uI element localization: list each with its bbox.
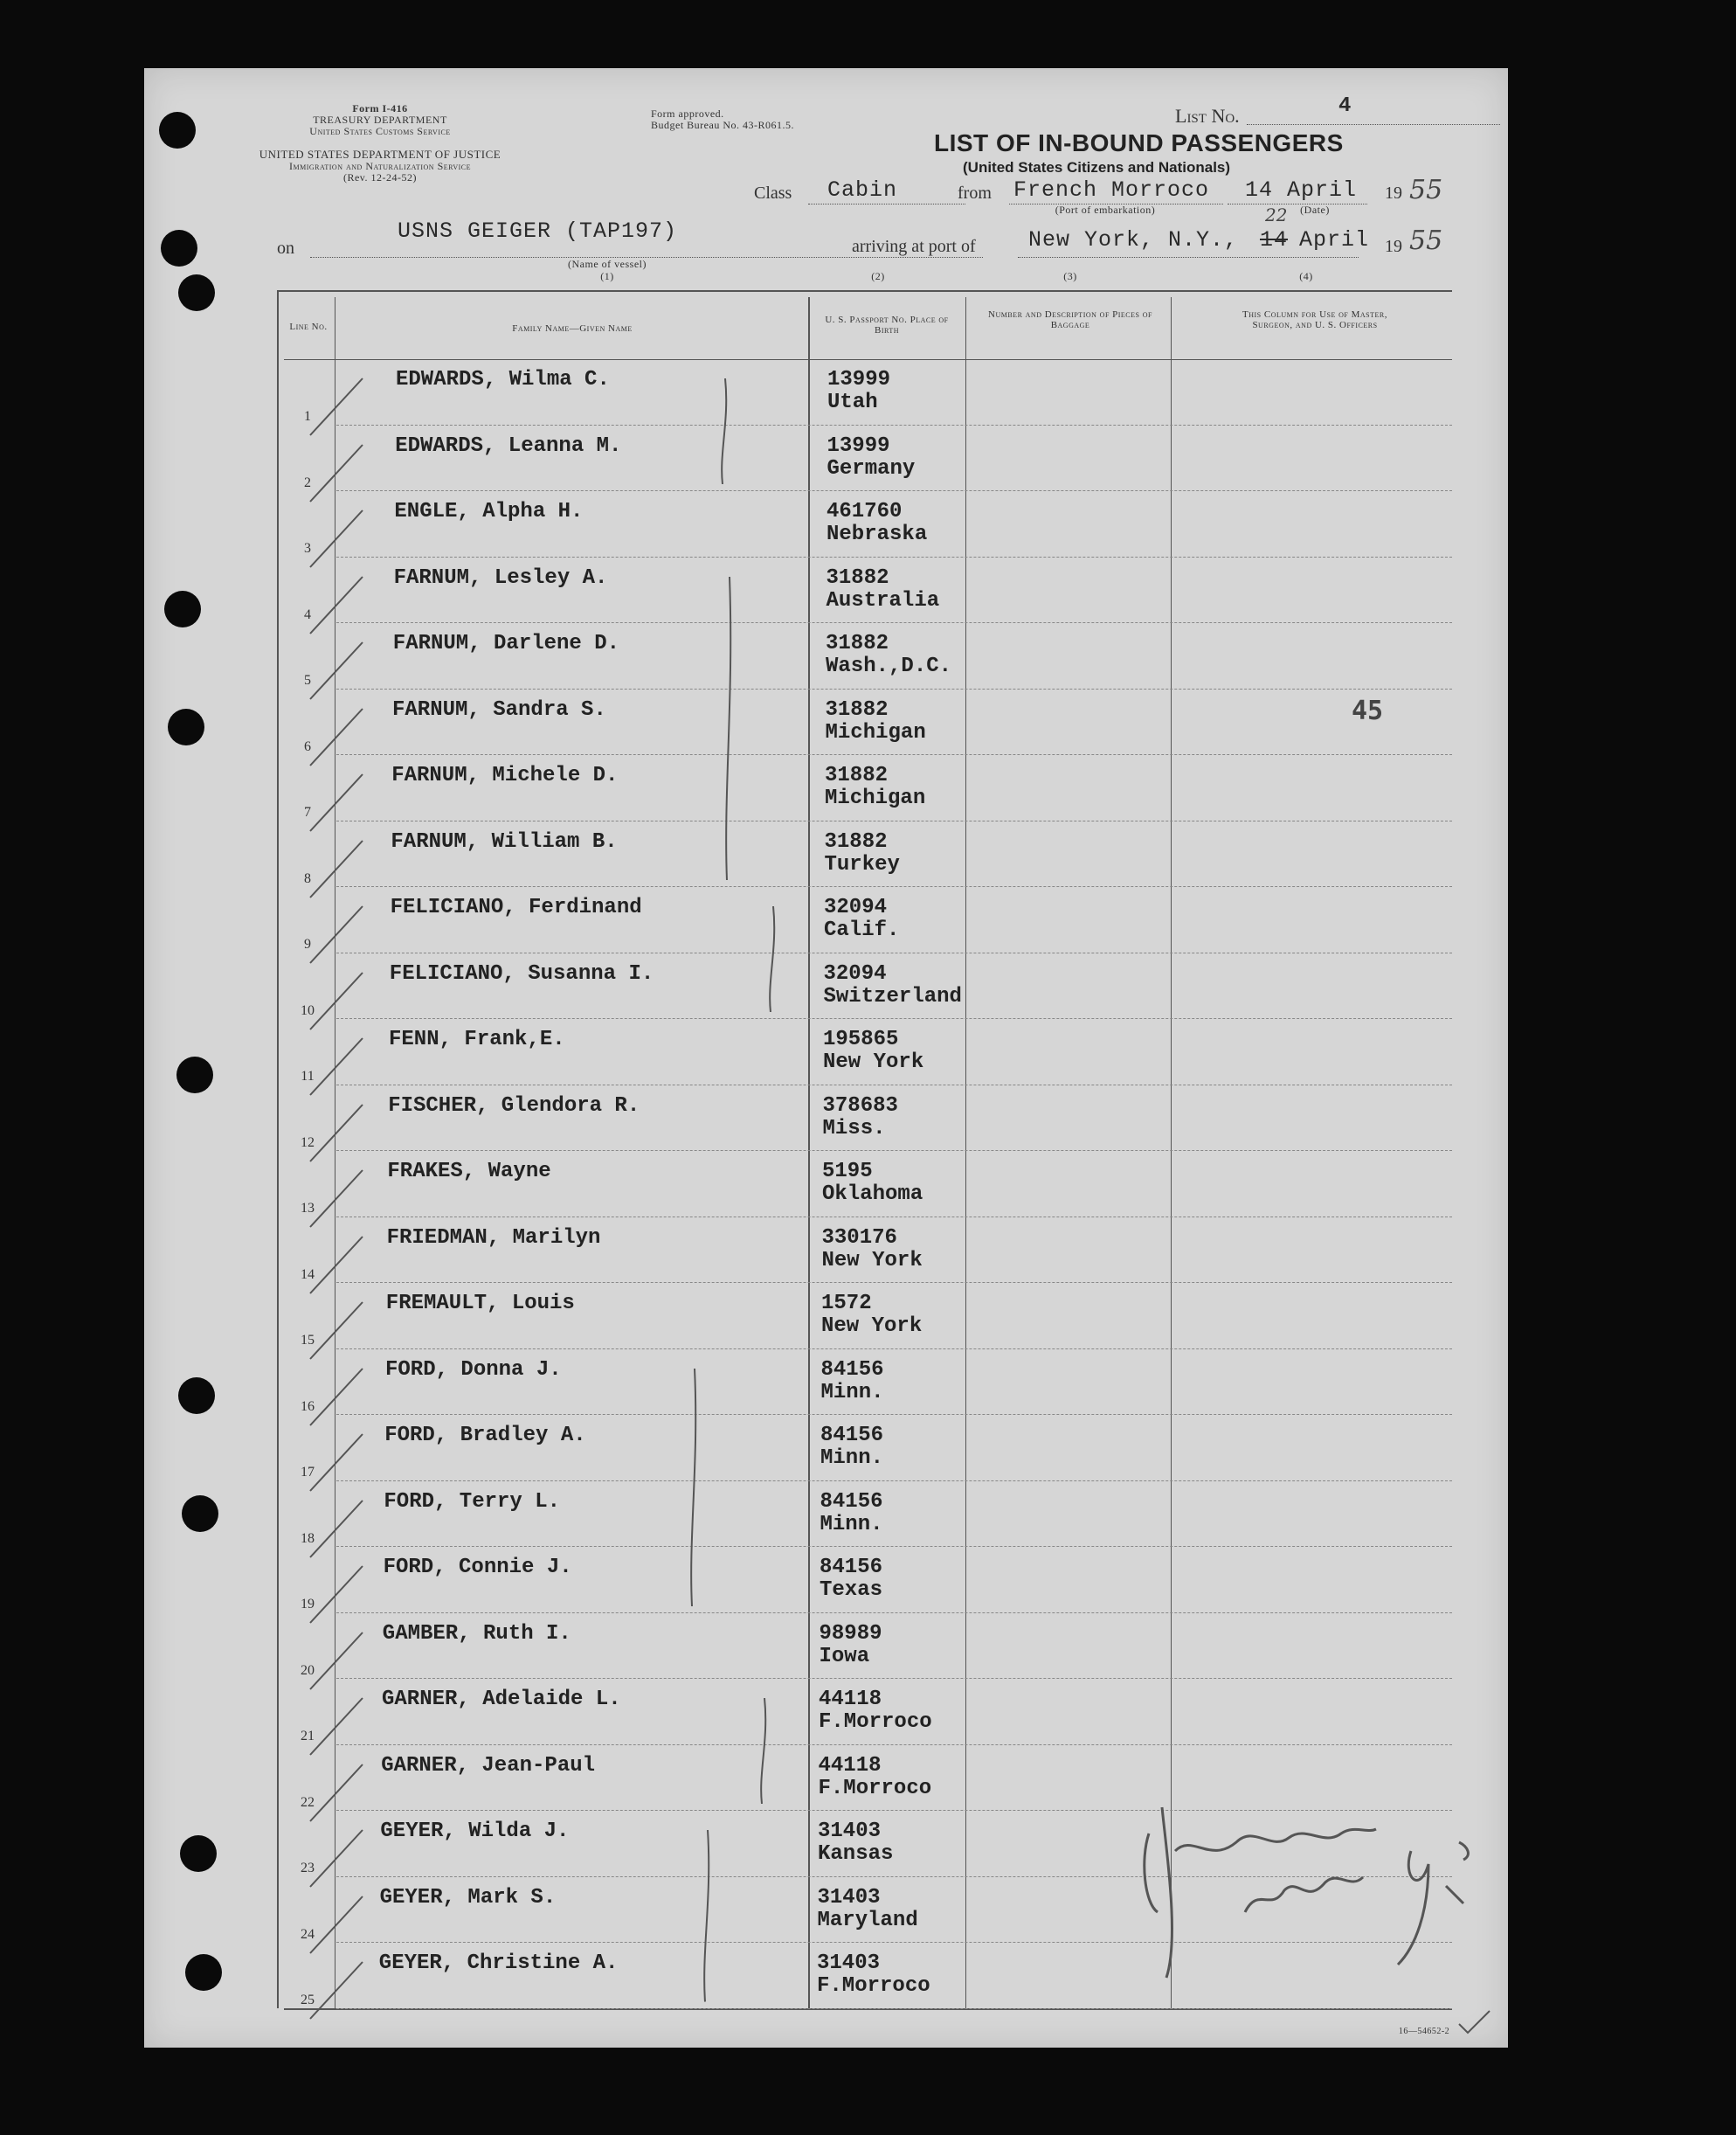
- place-of-birth: F.Morroco: [817, 1974, 930, 1998]
- class-value: Cabin: [827, 177, 898, 203]
- row-separator: [336, 1084, 1452, 1085]
- place-of-birth: Utah: [827, 391, 878, 414]
- passport-number: 44118: [818, 1753, 882, 1778]
- row-separator: [336, 621, 1452, 623]
- justice-label: UNITED STATES DEPARTMENT OF JUSTICE: [259, 148, 501, 161]
- passport-number: 31882: [825, 697, 889, 722]
- passenger-name: FORD, Bradley A.: [384, 1424, 586, 1447]
- check-mark-icon: [301, 1892, 371, 1962]
- line-number: 21: [301, 1729, 315, 1743]
- passport-number: 84156: [820, 1556, 883, 1579]
- line-number: 14: [301, 1266, 315, 1282]
- family-bracket-mark: [712, 378, 738, 484]
- vessel-col-number: (1): [600, 270, 614, 282]
- arrival-year: 55: [1409, 225, 1443, 256]
- row-separator: [336, 820, 1452, 821]
- passport-number: 5195: [822, 1160, 873, 1183]
- check-mark-icon: [301, 1364, 371, 1434]
- line-number: 1: [304, 409, 311, 424]
- passenger-name: GARNER, Jean-Paul: [381, 1753, 596, 1778]
- embarkation-date: 14 April: [1245, 177, 1358, 203]
- line-number: 4: [304, 607, 311, 622]
- line-number: 13: [301, 1201, 315, 1216]
- place-of-birth: Calif.: [824, 918, 900, 942]
- passport-number: 31882: [826, 565, 889, 590]
- passenger-name: FELICIANO, Ferdinand: [390, 896, 642, 919]
- passenger-name: FISCHER, Glendora R.: [388, 1093, 640, 1118]
- passport-number: 330176: [821, 1225, 897, 1250]
- embarkation-year: 55: [1409, 175, 1443, 205]
- margin-number: 45: [1352, 696, 1384, 726]
- row-separator: [336, 688, 1452, 690]
- passport-number: 31882: [826, 632, 889, 655]
- row-separator: [336, 424, 1452, 426]
- ins-label: Immigration and Naturalization Service: [288, 160, 471, 172]
- line-number: 25: [301, 1993, 315, 2007]
- line-number: 6: [304, 738, 311, 754]
- embarkation-port: French Morroco: [1013, 177, 1210, 203]
- place-of-birth: Turkey: [824, 852, 900, 877]
- binder-hole: [182, 1495, 218, 1532]
- place-of-birth: Michigan: [825, 787, 926, 810]
- line-number: 16: [301, 1398, 315, 1414]
- passport-number: 378683: [822, 1093, 898, 1118]
- passport-number: 84156: [820, 1424, 884, 1447]
- line-number: 2: [304, 475, 311, 490]
- from-label: from: [958, 184, 992, 203]
- line-number: 10: [301, 1002, 315, 1018]
- line-number: 20: [301, 1662, 315, 1678]
- place-of-birth: New York: [821, 1248, 923, 1272]
- check-mark-icon: [301, 1232, 371, 1302]
- row-separator: [336, 1612, 1452, 1613]
- col-head-line-no: Line No.: [289, 322, 328, 332]
- year-prefix: 19: [1385, 184, 1402, 203]
- passport-number: 32094: [823, 961, 887, 986]
- line-number: 7: [304, 805, 311, 820]
- binder-hole: [168, 709, 204, 745]
- family-bracket-mark: [716, 577, 743, 881]
- arrival-year-prefix: 19: [1385, 237, 1402, 256]
- passport-number: 84156: [820, 1357, 884, 1382]
- class-label: Class: [754, 184, 792, 203]
- arrival-line: [1018, 257, 1359, 258]
- col4-number: (4): [1299, 270, 1313, 282]
- binder-hole: [178, 1377, 215, 1414]
- place-of-birth: Australia: [826, 588, 940, 613]
- binder-hole: [159, 112, 196, 149]
- form-number: Form I-416: [352, 102, 408, 114]
- check-mark-icon: [301, 1298, 371, 1368]
- check-mark-icon: [301, 1166, 371, 1236]
- family-bracket-mark: [681, 1369, 708, 1606]
- row-separator: [336, 952, 1452, 953]
- officer-signature: [1114, 1781, 1498, 2000]
- place-of-birth: Miss.: [822, 1116, 886, 1140]
- passenger-name: EDWARDS, Wilma C.: [396, 368, 610, 392]
- line-number: 3: [304, 541, 311, 556]
- check-mark-icon: [301, 1034, 371, 1104]
- row-separator: [336, 885, 1452, 887]
- check-mark-icon: [301, 1760, 371, 1830]
- baggage-col-divider: [1171, 297, 1172, 2008]
- line-number: 12: [301, 1134, 315, 1150]
- place-of-birth: F.Morroco: [818, 1776, 932, 1800]
- row-separator: [336, 1677, 1452, 1679]
- check-mark-icon: [301, 836, 371, 906]
- col2-number: (2): [871, 270, 885, 282]
- place-of-birth: Kansas: [818, 1842, 894, 1866]
- date-caption: (Date): [1300, 204, 1330, 216]
- passenger-name: GEYER, Mark S.: [379, 1885, 557, 1910]
- binder-hole: [176, 1057, 213, 1093]
- arrival-date-struck: 14: [1260, 227, 1289, 253]
- binder-hole: [164, 591, 201, 627]
- document-sheet: [144, 68, 1508, 2048]
- row-separator: [336, 2007, 1452, 2009]
- col-head-family-name: Family Name—Given Name: [512, 323, 633, 334]
- place-of-birth: Iowa: [819, 1644, 870, 1668]
- passenger-name: FRIEDMAN, Marilyn: [386, 1225, 601, 1250]
- row-separator: [336, 1545, 1452, 1547]
- check-mark-icon: [301, 374, 371, 444]
- list-no-value: 4: [1338, 94, 1352, 118]
- line-number: 24: [301, 1926, 315, 1942]
- row-separator: [336, 1281, 1452, 1283]
- check-mark-icon: [301, 902, 371, 972]
- place-of-birth: New York: [821, 1314, 923, 1338]
- line-number: 9: [304, 937, 311, 952]
- passenger-name: EDWARDS, Leanna M.: [395, 433, 622, 458]
- binder-hole: [161, 230, 197, 267]
- passenger-name: FREMAULT, Louis: [385, 1292, 575, 1315]
- passenger-name: FORD, Terry L.: [384, 1489, 561, 1514]
- line-number: 11: [301, 1069, 315, 1084]
- check-mark-icon: [301, 704, 371, 774]
- col-head-baggage: Number and Description of Pieces of Baggage: [988, 309, 1152, 330]
- place-of-birth: Minn.: [820, 1512, 883, 1536]
- passenger-name: GEYER, Wilda J.: [380, 1820, 570, 1843]
- table-top-border: [277, 290, 1452, 292]
- row-separator: [336, 489, 1452, 491]
- place-of-birth: New York: [823, 1050, 924, 1074]
- check-mark-icon: [301, 1562, 371, 1632]
- passenger-name: FRAKES, Wayne: [387, 1160, 551, 1183]
- row-separator: [336, 1413, 1452, 1415]
- passport-number: 1572: [821, 1292, 872, 1315]
- passport-number: 31403: [817, 1885, 881, 1910]
- passport-number: 44118: [819, 1688, 882, 1711]
- family-bracket-mark: [695, 1830, 721, 2002]
- binder-hole: [185, 1954, 222, 1991]
- vessel-line: [310, 257, 983, 258]
- passport-col-divider: [965, 297, 966, 2008]
- check-mark-icon: [301, 506, 371, 576]
- check-mark-icon: [301, 1430, 371, 1500]
- family-bracket-mark: [751, 1698, 778, 1804]
- vessel-caption: (Name of vessel): [568, 258, 647, 270]
- passenger-name: GAMBER, Ruth I.: [382, 1621, 571, 1646]
- passenger-name: FARNUM, Darlene D.: [392, 632, 620, 655]
- passenger-name: FELICIANO, Susanna I.: [389, 961, 654, 986]
- row-separator: [336, 1216, 1452, 1217]
- place-of-birth: F.Morroco: [819, 1710, 932, 1734]
- document-title: LIST OF IN-BOUND PASSENGERS: [934, 129, 1344, 156]
- passenger-name: GEYER, Christine A.: [378, 1951, 619, 1975]
- line-number: 22: [301, 1794, 315, 1810]
- passenger-name: FARNUM, William B.: [391, 829, 618, 854]
- passport-number: 195865: [823, 1028, 899, 1051]
- place-of-birth: Germany: [827, 456, 916, 481]
- port-embark-caption: (Port of embarkation): [1055, 204, 1156, 216]
- passport-number: 98989: [819, 1621, 882, 1646]
- passenger-name: GARNER, Adelaide L.: [382, 1688, 621, 1711]
- document-subtitle: (United States Citizens and Nationals): [963, 159, 1231, 176]
- passport-number: 32094: [824, 896, 888, 919]
- passport-number: 13999: [827, 368, 891, 392]
- customs-label: United States Customs Service: [309, 125, 451, 137]
- table-header-border: [284, 359, 1452, 360]
- line-number: 19: [301, 1597, 315, 1612]
- check-mark-icon: [301, 1694, 371, 1764]
- row-separator: [336, 1017, 1452, 1019]
- vessel-name: USNS GEIGER (TAP197): [398, 218, 678, 244]
- check-mark-icon: [301, 1628, 371, 1698]
- arrival-month: April: [1299, 227, 1370, 253]
- name-col-divider: [808, 297, 810, 2008]
- line-number: 18: [301, 1530, 315, 1546]
- check-mark-icon: [301, 968, 371, 1038]
- passenger-name: FARNUM, Michele D.: [391, 764, 619, 787]
- check-mark-icon: [301, 638, 371, 708]
- line-number: 8: [304, 870, 311, 886]
- place-of-birth: Nebraska: [827, 523, 928, 546]
- place-of-birth: Minn.: [820, 1380, 884, 1404]
- line-number: 17: [301, 1465, 315, 1480]
- col-head-passport: U. S. Passport No. Place of Birth: [825, 315, 949, 336]
- place-of-birth: Wash.,D.C.: [826, 655, 952, 678]
- row-separator: [336, 1348, 1452, 1349]
- col3-number: (3): [1063, 270, 1077, 282]
- place-of-birth: Texas: [820, 1578, 883, 1602]
- list-no-line: [1247, 124, 1500, 125]
- row-separator: [336, 1743, 1452, 1745]
- passport-number: 31882: [825, 764, 889, 787]
- binder-hole: [180, 1835, 217, 1872]
- line-number: 5: [304, 673, 311, 688]
- col-head-master: This Column for Use of Master, Surgeon, and U. S. Officers: [1242, 309, 1387, 330]
- passenger-name: FARNUM, Sandra S.: [392, 697, 606, 722]
- passenger-name: FARNUM, Lesley A.: [393, 565, 608, 590]
- passport-number: 461760: [827, 500, 903, 523]
- list-no-label: List No.: [1175, 105, 1240, 127]
- check-mark-icon: [301, 440, 371, 510]
- row-separator: [336, 1480, 1452, 1481]
- row-separator: [336, 556, 1452, 558]
- passport-number: 31403: [818, 1820, 882, 1843]
- place-of-birth: Oklahoma: [822, 1182, 923, 1206]
- on-label: on: [277, 239, 294, 258]
- place-of-birth: Michigan: [825, 720, 926, 745]
- place-of-birth: Minn.: [820, 1446, 884, 1470]
- passport-number: 31882: [824, 829, 888, 854]
- passenger-name: FENN, Frank,E.: [389, 1028, 565, 1051]
- family-bracket-mark: [760, 906, 786, 1012]
- passenger-name: FORD, Connie J.: [383, 1556, 572, 1579]
- line-number: 15: [301, 1333, 315, 1348]
- line-number: 23: [301, 1861, 315, 1875]
- check-mark-icon: [301, 572, 371, 642]
- table-left-border: [277, 290, 279, 2008]
- treasury-label: TREASURY DEPARTMENT: [313, 114, 447, 126]
- passport-number: 84156: [820, 1489, 883, 1514]
- row-separator: [336, 1149, 1452, 1151]
- footer-code: 16—54652-2: [1398, 2027, 1450, 2036]
- arriving-label: arriving at port of: [852, 237, 976, 256]
- row-separator: [336, 753, 1452, 755]
- check-mark-icon: [301, 1496, 371, 1566]
- form-approved: Form approved.: [651, 107, 724, 120]
- check-mark-icon: [301, 1100, 371, 1170]
- arrival-date-correction: 22: [1265, 204, 1288, 225]
- binder-hole: [178, 274, 215, 311]
- passenger-name: ENGLE, Alpha H.: [394, 500, 584, 523]
- check-mark-icon: [301, 1958, 371, 2028]
- passport-number: 31403: [817, 1951, 881, 1975]
- place-of-birth: Switzerland: [823, 984, 962, 1009]
- passenger-name: FORD, Donna J.: [385, 1357, 562, 1382]
- budget-bureau: Budget Bureau No. 43-R061.5.: [651, 119, 794, 131]
- arrival-port: New York, N.Y.,: [1028, 227, 1239, 253]
- revision-label: (Rev. 12-24-52): [342, 171, 418, 184]
- passport-number: 13999: [827, 433, 890, 458]
- check-mark-icon: [301, 770, 371, 840]
- check-mark-icon: [301, 1826, 371, 1896]
- corner-check-mark: [1450, 2007, 1503, 2041]
- place-of-birth: Maryland: [817, 1908, 918, 1932]
